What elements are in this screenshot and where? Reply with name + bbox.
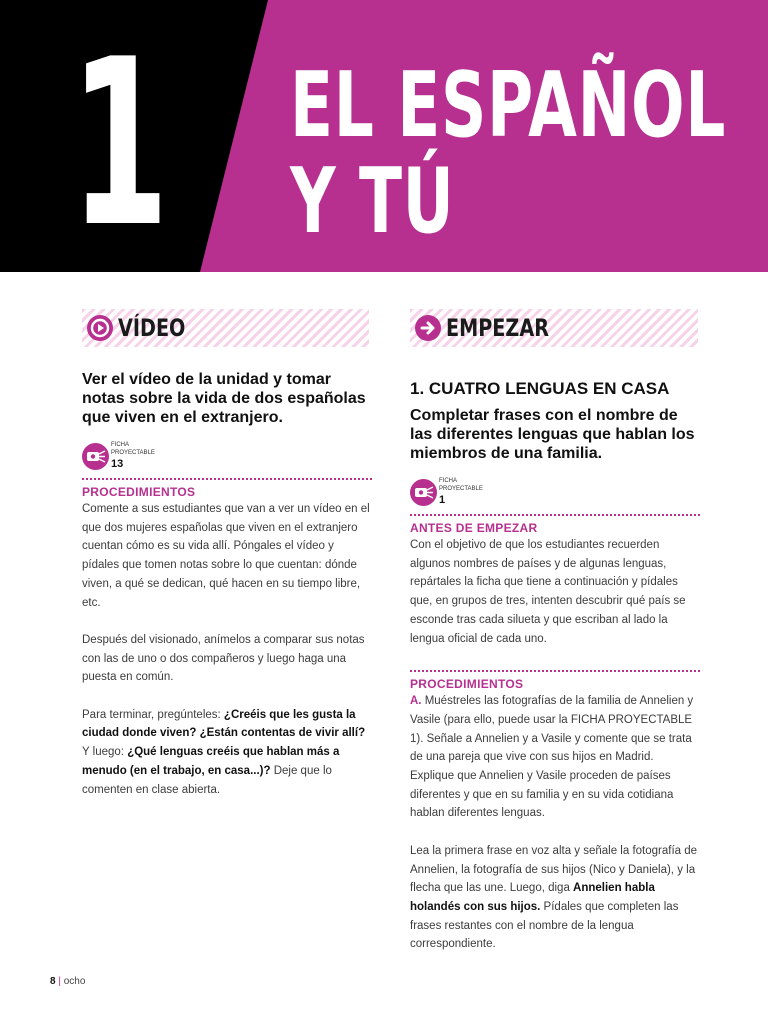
- ficha-number: 13: [111, 458, 124, 470]
- empezar-column: [410, 378, 700, 954]
- antes-paragraph: Con el objetivo de que los estudiantes recuerden algunos nombres de países y de algunas lenguas, repártales la ficha que tiene a continuación y pídales que, en grupos de tres, intenten descubrir qué país se esconde tras cada silueta y que escriban al lado la lengua oficial de cada uno.: [410, 539, 686, 645]
- video-lead: Ver el vídeo de la unidad y tomar notas sobre la vida de dos españolas que viven en el extranjero.: [82, 371, 366, 426]
- unit-title-line2: Y TÚ: [290, 149, 455, 254]
- dotted-divider: [410, 670, 700, 672]
- empezar-lead: Completar frases con el nombre de las diferentes lenguas que hablan los miembros de una familia.: [410, 407, 695, 462]
- video-column: [82, 370, 372, 799]
- unit-title: [290, 53, 760, 254]
- empezar-paragraph-b: Lea la primera frase en voz alta y señale la fotografía de Annelien, la fotografía de sus hijos (Nico y Daniela), y la flecha que las une. Luego, diga Annelien habla holandés con sus hijos. Pídales que completen las frases restantes con el nombre de la lengua correspondiente.: [410, 844, 698, 951]
- video-procedimientos-heading: PROCEDIMIENTOS: [82, 485, 196, 499]
- dotted-divider: [82, 478, 372, 480]
- ficha-number: 1: [439, 494, 446, 506]
- unit-number: 1: [70, 11, 166, 272]
- antes-heading: ANTES DE EMPEZAR: [410, 521, 538, 535]
- dotted-divider: [410, 514, 700, 516]
- page-footer: 8 | ocho: [50, 976, 86, 987]
- ficha-label: FICHA PROYECTABLE: [439, 478, 483, 492]
- empezar-section-label: EMPEZAR: [446, 314, 549, 342]
- video-ficha: [82, 441, 372, 473]
- empezar-paragraph-a: A. Muéstreles las fotografías de la familia de Annelien y Vasile (para ello, puede usar la FICHA PROYECTABLE 1). Señale a Annelien y a Vasile y comente que se trata de una pareja que vive con sus hijos en Madrid. Explique que Annelien y Vasile proceden de países diferentes y que en su familia y en su vida cotidiana hablan diferentes lenguas.: [410, 695, 694, 820]
- unit-header: [0, 0, 768, 272]
- video-section-bar: [82, 309, 369, 347]
- ficha-label: FICHA PROYECTABLE: [111, 442, 155, 456]
- activity-heading: 1. CUATRO LENGUAS EN CASA: [410, 379, 670, 398]
- arrow-right-circle-icon: [415, 315, 441, 341]
- projector-icon: [82, 443, 109, 470]
- video-paragraph-2: Después del visionado, anímelos a comparar sus notas con las de uno o dos compañeros y luego haga una puesta en común.: [82, 633, 365, 684]
- video-section-label: VÍDEO: [118, 314, 186, 342]
- empezar-section-bar: [410, 309, 698, 347]
- empezar-ficha: [410, 477, 700, 509]
- play-circle-icon: [87, 315, 113, 341]
- unit-title-line1: EL ESPAÑOL: [290, 53, 727, 158]
- page-number: 8: [50, 976, 56, 987]
- page-word: ocho: [63, 976, 86, 987]
- projector-icon: [410, 479, 437, 506]
- empezar-procedimientos-heading: PROCEDIMIENTOS: [410, 677, 524, 692]
- video-paragraph-3: Para terminar, pregúnteles: ¿Creéis que les gusta la ciudad donde viven? ¿Están contentas de vivir allí? Y luego: ¿Qué lenguas creéis que hablan más a menudo (en el trabajo, en casa...)? Deje que lo comenten en clase abierta.: [82, 708, 366, 796]
- video-paragraph-1: Comente a sus estudiantes que van a ver un vídeo en el que dos mujeres españolas que viven en el extranjero cuentan cómo es su vida allí. Póngales el vídeo y pídales que tomen notas sobre lo que cuentan: dónde viven, a qué se dedican, qué hacen en su tiempo libre, etc.: [82, 503, 370, 609]
